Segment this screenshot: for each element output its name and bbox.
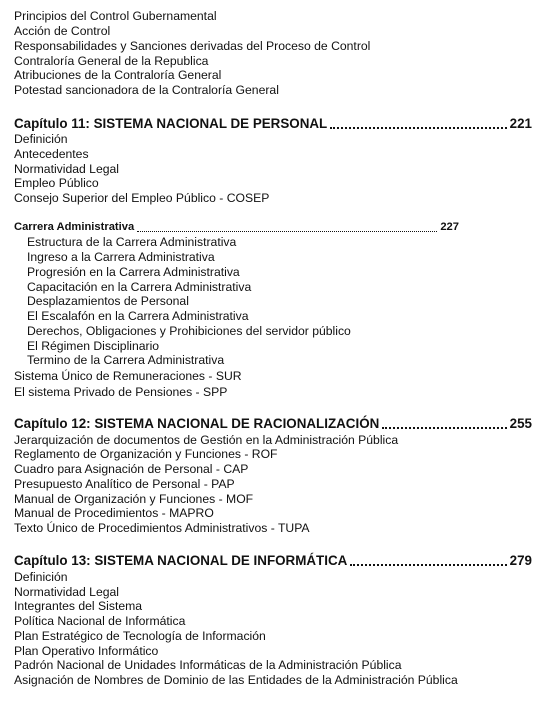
toc-entry: Empleo Público bbox=[14, 176, 99, 190]
toc-entry: Contraloría General de la Republica bbox=[14, 54, 209, 68]
toc-entry: Consejo Superior del Empleo Público - COSEP bbox=[14, 191, 270, 205]
toc-subentry: Capacitación en la Carrera Administrativa bbox=[27, 280, 252, 294]
page-number: 227 bbox=[440, 221, 459, 233]
chapter-12-heading bbox=[14, 416, 532, 432]
section-carrera-heading bbox=[14, 219, 459, 235]
page-number: 255 bbox=[509, 416, 532, 431]
toc-entry: Antecedentes bbox=[14, 147, 89, 161]
toc-entry: Padrón Nacional de Unidades Informáticas de la Administración Pública bbox=[14, 658, 402, 672]
toc-entry: Normatividad Legal bbox=[14, 585, 120, 599]
toc-entry: Reglamento de Organización y Funciones - ROF bbox=[14, 447, 278, 461]
toc-entry: Asignación de Nombres de Dominio de las Entidades de la Administración Pública bbox=[14, 673, 458, 687]
section-title: Carrera Administrativa bbox=[14, 221, 135, 233]
toc-entry: Manual de Procedimientos - MAPRO bbox=[14, 506, 214, 520]
toc-entry: Cuadro para Asignación de Personal - CAP bbox=[14, 462, 249, 476]
toc-subentry: El Régimen Disciplinario bbox=[27, 339, 160, 353]
toc-entry: Normatividad Legal bbox=[14, 162, 120, 176]
chapter-title: Capítulo 12: SISTEMA NACIONAL DE RACIONALIZACIÓN bbox=[14, 416, 380, 431]
toc-subentry: Termino de la Carrera Administrativa bbox=[27, 353, 225, 367]
toc-entry: Plan Operativo Informático bbox=[14, 644, 159, 658]
dot-leader bbox=[382, 426, 506, 429]
toc-subentry: Desplazamientos de Personal bbox=[27, 294, 189, 308]
dot-leader bbox=[350, 563, 506, 566]
toc-entry: Jerarquización de documentos de Gestión en la Administración Pública bbox=[14, 433, 399, 447]
toc-entry: Sistema Único de Remuneraciones - SUR bbox=[14, 369, 242, 383]
toc-subentry: Ingreso a la Carrera Administrativa bbox=[27, 250, 215, 264]
toc-entry: Definición bbox=[14, 132, 68, 146]
toc-subentry: Progresión en la Carrera Administrativa bbox=[27, 265, 240, 279]
chapter-title: Capítulo 13: SISTEMA NACIONAL DE INFORMÁTICA bbox=[14, 553, 348, 568]
chapter-title: Capítulo 11: SISTEMA NACIONAL DE PERSONAL bbox=[14, 116, 328, 131]
toc-entry: Política Nacional de Informática bbox=[14, 614, 186, 628]
toc-entry: Plan Estratégico de Tecnología de Información bbox=[14, 629, 266, 643]
toc-entry: Texto Único de Procedimientos Administrativos - TUPA bbox=[14, 521, 310, 535]
toc-entry: Manual de Organización y Funciones - MOF bbox=[14, 492, 254, 506]
toc-subentry: Estructura de la Carrera Administrativa bbox=[27, 235, 237, 249]
toc-subentry: El Escalafón en la Carrera Administrativa bbox=[27, 309, 249, 323]
chapter-11-heading bbox=[14, 116, 532, 132]
dot-leader bbox=[137, 230, 437, 232]
toc-entry: Presupuesto Analítico de Personal - PAP bbox=[14, 477, 235, 491]
toc-entry: El sistema Privado de Pensiones - SPP bbox=[14, 385, 228, 399]
dot-leader bbox=[330, 126, 506, 129]
chapter-13-heading bbox=[14, 553, 532, 569]
toc-entry: Acción de Control bbox=[14, 24, 111, 38]
toc-entry: Atribuciones de la Contraloría General bbox=[14, 68, 222, 82]
toc-entry: Integrantes del Sistema bbox=[14, 599, 143, 613]
page-number: 279 bbox=[509, 553, 532, 568]
page-number: 221 bbox=[509, 116, 532, 131]
toc-entry: Responsabilidades y Sanciones derivadas del Proceso de Control bbox=[14, 39, 371, 53]
toc-entry: Definición bbox=[14, 570, 68, 584]
toc-entry: Principios del Control Gubernamental bbox=[14, 9, 217, 23]
toc-entry: Potestad sancionadora de la Contraloría General bbox=[14, 83, 279, 97]
toc-subentry: Derechos, Obligaciones y Prohibiciones del servidor público bbox=[27, 324, 351, 338]
